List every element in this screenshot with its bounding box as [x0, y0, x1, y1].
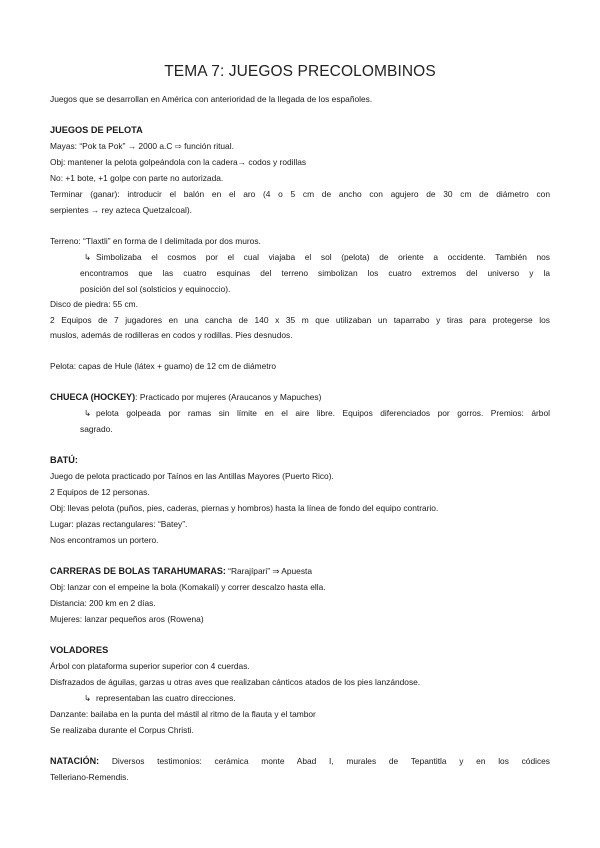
batu-line-3: Obj: llevas pelota (puños, pies, caderas, piernas y hombros) hasta la línea de fondo del equipo contrario.: [50, 503, 439, 513]
natacion-heading-line: [50, 756, 550, 767]
batu-line-5: Nos encontramos un portero.: [50, 535, 159, 545]
pelota-line-4: Terminar (ganar): introducir el balón en el aro (4 o 5 cm de ancho con agujero de 30 cm de diámetro con: [50, 189, 550, 199]
chueca-heading-rest: : Practicado por mujeres (Araucanos y Mapuches): [135, 392, 322, 402]
carreras-line-2: Distancia: 200 km en 2 días.: [50, 598, 156, 608]
voladores-line-1: Árbol con plataforma superior superior con 4 cuerdas.: [50, 661, 250, 671]
pelota-line-12: muslos, además de rodilleras en codos y rodillas. Pies desnudos.: [50, 330, 293, 340]
pelota-line-10: Disco de piedra: 55 cm.: [50, 299, 138, 309]
pelota-line-3: No: +1 bote, +1 golpe con parte no autorizada.: [50, 173, 224, 183]
carreras-heading-rest: “Rarajípari” ⇒ Apuesta: [225, 566, 312, 576]
section-heading-chueca: CHUECA (HOCKEY): [50, 392, 136, 402]
voladores-line-2: Disfrazados de águilas, garzas u otras aves que realizaban cánticos atados de los pies lanzándose.: [50, 677, 421, 687]
pelota-line-6: Terreno: “Tlaxtli” en forma de I delimitada por dos muros.: [50, 236, 261, 246]
section-heading-carreras: CARRERAS DE BOLAS TARAHUMARAS:: [50, 566, 226, 576]
batu-line-1: Juego de pelota practicado por Taínos en las Antillas Mayores (Puerto Rico).: [50, 471, 334, 481]
batu-line-4: Lugar: plazas rectangulares: “Batey”.: [50, 519, 188, 529]
pelota-line-1: Mayas: “Pok ta Pok” → 2000 a.C ⇨ función ritual.: [50, 141, 234, 151]
voladores-line-3: representaban las cuatro direcciones.: [96, 693, 236, 703]
chueca-line-1: pelota golpeada por ramas sin límite en el aire libre. Equipos diferenciados por gorros. Premios: árbol: [96, 408, 550, 418]
intro-text: Juegos que se desarrollan en América con anterioridad de la llegada de los españoles.: [50, 94, 373, 104]
carreras-heading-line: [50, 566, 312, 577]
pelota-line-8: encontramos que las cuatro esquinas del terreno simbolizan los cuatro extremos del universo y la: [80, 268, 550, 278]
section-heading-voladores: VOLADORES: [50, 645, 109, 655]
section-heading-natacion: NATACIÓN:: [50, 756, 100, 766]
natacion-heading-rest: Diversos testimonios: cerámica monte Abad I, murales de Tepantitla y en los códices: [99, 756, 550, 766]
pelota-line-2: Obj: mantener la pelota golpeándola con la cadera→ codos y rodillas: [50, 157, 307, 167]
pelota-line-7: Simbolizaba el cosmos por el cual viajaba el sol (pelota) de oriente a occidente. También nos: [96, 252, 550, 262]
chueca-heading-line: [50, 392, 321, 403]
corner-arrow-icon: ↳: [84, 252, 92, 262]
chueca-line-2: sagrado.: [80, 424, 113, 434]
page-title: TEMA 7: JUEGOS PRECOLOMBINOS: [164, 63, 436, 80]
natacion-line-2: Telleriano-Remendis.: [50, 772, 129, 782]
section-heading-pelota: JUEGOS DE PELOTA: [50, 125, 143, 135]
carreras-line-1: Obj: lanzar con el empeine la bola (Komakali) y correr descalzo hasta ella.: [50, 582, 326, 592]
voladores-line-4: Danzante: bailaba en la punta del mástil al ritmo de la flauta y el tambor: [50, 709, 316, 719]
section-heading-batu: BATÚ:: [50, 455, 78, 465]
pelota-line-13: Pelota: capas de Hule (látex + guamo) de 12 cm de diámetro: [50, 361, 277, 371]
corner-arrow-icon: ↳: [84, 693, 92, 703]
carreras-line-3: Mujeres: lanzar pequeños aros (Rowena): [50, 614, 204, 624]
pelota-line-9: posición del sol (solsticios y equinoccio).: [80, 284, 231, 294]
voladores-line-5: Se realizaba durante el Corpus Christi.: [50, 725, 194, 735]
batu-line-2: 2 Equipos de 12 personas.: [50, 487, 150, 497]
pelota-line-5: serpientes → rey azteca Quetzalcoal).: [50, 205, 192, 215]
corner-arrow-icon: ↳: [84, 408, 92, 418]
pelota-line-11: 2 Equipos de 7 jugadores en una cancha de 140 x 35 m que utilizaban un taparrabo y tiras para protegerse los: [50, 315, 550, 325]
